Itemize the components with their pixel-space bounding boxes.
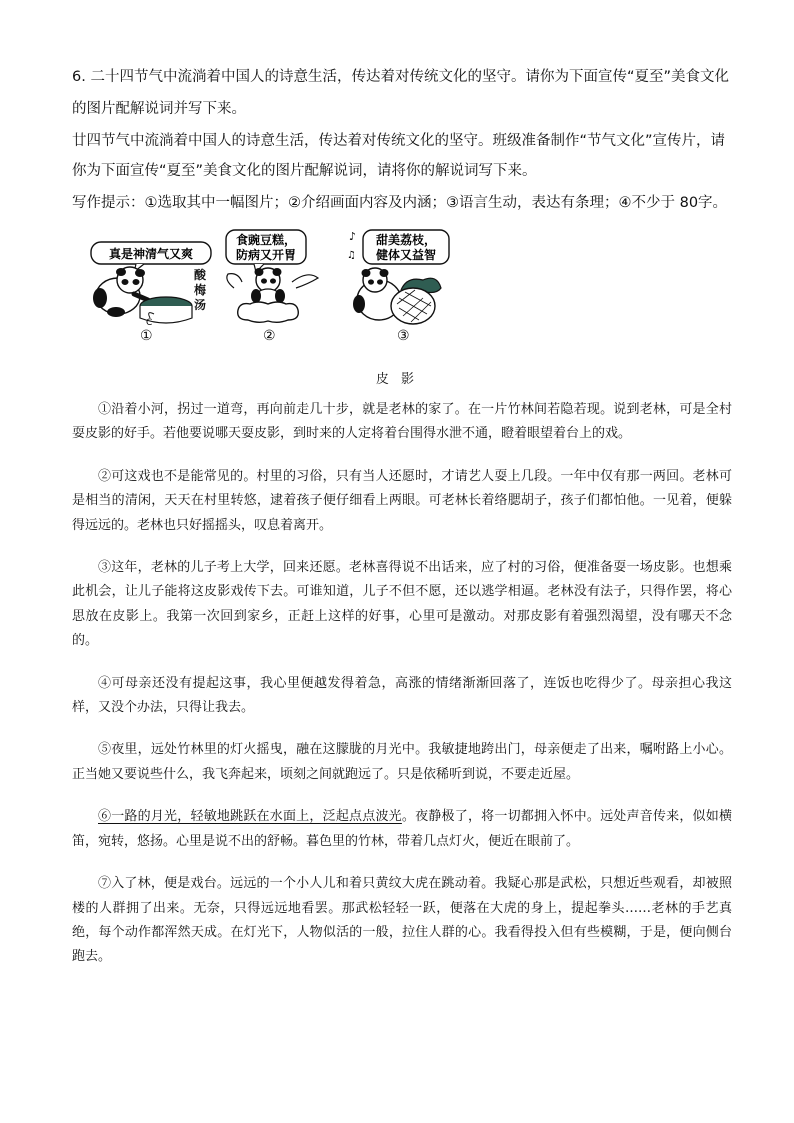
- bubble-caption-line-1: 食豌豆糕，: [235, 233, 297, 247]
- story-title: 皮 影: [375, 372, 419, 387]
- paragraph-5: ⑤夜里，远处竹林里的灯火摇曳，融在这朦胧的月光中。我敏捷地跨出门，母亲便走了出来，嘱咐路上小心。正当她又要说些什么，我飞奔起来，顷刻之间就跑远了。只是依稀听到说，不要走近屋。: [72, 742, 732, 782]
- underlined-sentence: ⑥一路的月光，轻敏地跳跃在水面上，泛起点点波光: [98, 809, 402, 825]
- figure-number: ③: [397, 328, 410, 344]
- side-label-char-3: 汤: [194, 298, 207, 312]
- bubble-caption-line-2: 防病又开胃: [235, 248, 297, 262]
- svg-text:♪: ♪: [349, 230, 357, 243]
- bubble-caption-line-2: 健体又益智: [375, 248, 437, 262]
- writing-tips: 写作提示：①选取其中一幅图片；②介绍画面内容及内涵；③语言生动，表达有条理；④不少于 80字。: [72, 195, 728, 211]
- side-label-char-1: 酸: [194, 268, 207, 282]
- paragraph-3: ③这年，老林的儿子考上大学，回来还愿。老林喜得说不出话来，应了村的习俗，便准备耍一场皮影。也想乘此机会，让儿子能将这皮影戏传下去。可谁知道，儿子不但不愿，还以逃学相逼。老林没有法子，只得作罢，将心思放在皮影上。我第一次回到家乡，正赶上这样的好事，心里可是激动。对那皮影有着强烈渴望，没有哪天不念的。: [72, 560, 732, 649]
- paragraph-1: ①沿着小河，拐过一道弯，再向前走几十步，就是老林的家了。在一片竹林间若隐若现。说到老林，可是全村耍皮影的好手。若他要说哪天耍皮影，到时来的人定将着台围得水泄不通，瞪着眼望着台上的戏。: [72, 402, 732, 442]
- question-line-4: 你为下面宣传“夏至”美食文化的图片配解说词，请将你的解说词写下来。: [72, 163, 537, 179]
- panda-pea-cake-illustration: [218, 228, 328, 328]
- paragraph-4: ④可母亲还没有提起这事，我心里便越发得着急，高涨的情绪渐渐回落了，连饭也吃得少了。母亲担心我这样，又没个办法，只得让我去。: [72, 675, 732, 716]
- panda-lychee-illustration: [345, 228, 470, 328]
- paragraph-7: ⑦入了林，便是戏台。远远的一个小人儿和着只黄纹大虎在跳动着。我疑心那是武松，只想近些观看，却被照楼的人群拥了出来。无奈，只得远远地看罢。那武松轻轻一跃，便落在大虎的身上，提起拳头……老林的手艺真绝，每个动作都浑然天成。在灯光下，人物似活的一般，拉住人群的心。我看得投入但有些模糊，于是，便向侧台跑去。: [72, 876, 732, 965]
- figure-sour-plum-soup: [90, 228, 215, 344]
- bubble-caption: 真是神清气又爽: [108, 247, 194, 261]
- paragraph-2: ②可这戏也不是能常见的。村里的习俗，只有当人还愿时，才请艺人耍上几段。一年中仅有那一两回。老林可是相当的清闲，天天在村里转悠，逮着孩子便仔细看上两眼。可老林长着络腮胡子，孩子们都怕他。一见着，便躲得远远的。老林也只好摇摇头，叹息着离开。: [72, 468, 732, 533]
- side-label-char-2: 梅: [194, 283, 207, 297]
- svg-text:C: C: [146, 318, 153, 328]
- bubble-caption-line-1: 甜美荔枝，: [375, 233, 437, 247]
- figure-lychee: [345, 228, 470, 344]
- figure-number: ②: [263, 328, 276, 344]
- question-line-2: 的图片配解说词并写下来。: [72, 101, 246, 117]
- figure-number: ①: [140, 328, 153, 344]
- svg-text:♫: ♫: [347, 250, 356, 261]
- illustration-row: [90, 228, 470, 348]
- question-line-1: 6. 二十四节气中流淌着中国人的诗意生活，传达着对传统文化的坚守。请你为下面宣传“夏至”美食文化: [72, 69, 729, 85]
- figure-pea-cake: [218, 228, 328, 344]
- story-body: [72, 398, 732, 970]
- paragraph-6-rest: 。夜静极了，将一切都拥入怀中。远处声音传来，似如横笛，宛转，悠扬。心里是说不出的舒畅。暮色里的竹林，带着几点灯火，便近在眼前了。: [72, 809, 732, 849]
- question-line-3: 廿四节气中流淌着中国人的诗意生活，传达着对传统文化的坚守。班级准备制作“节气文化”宣传片，请: [72, 133, 726, 149]
- paragraph-6: [72, 805, 732, 854]
